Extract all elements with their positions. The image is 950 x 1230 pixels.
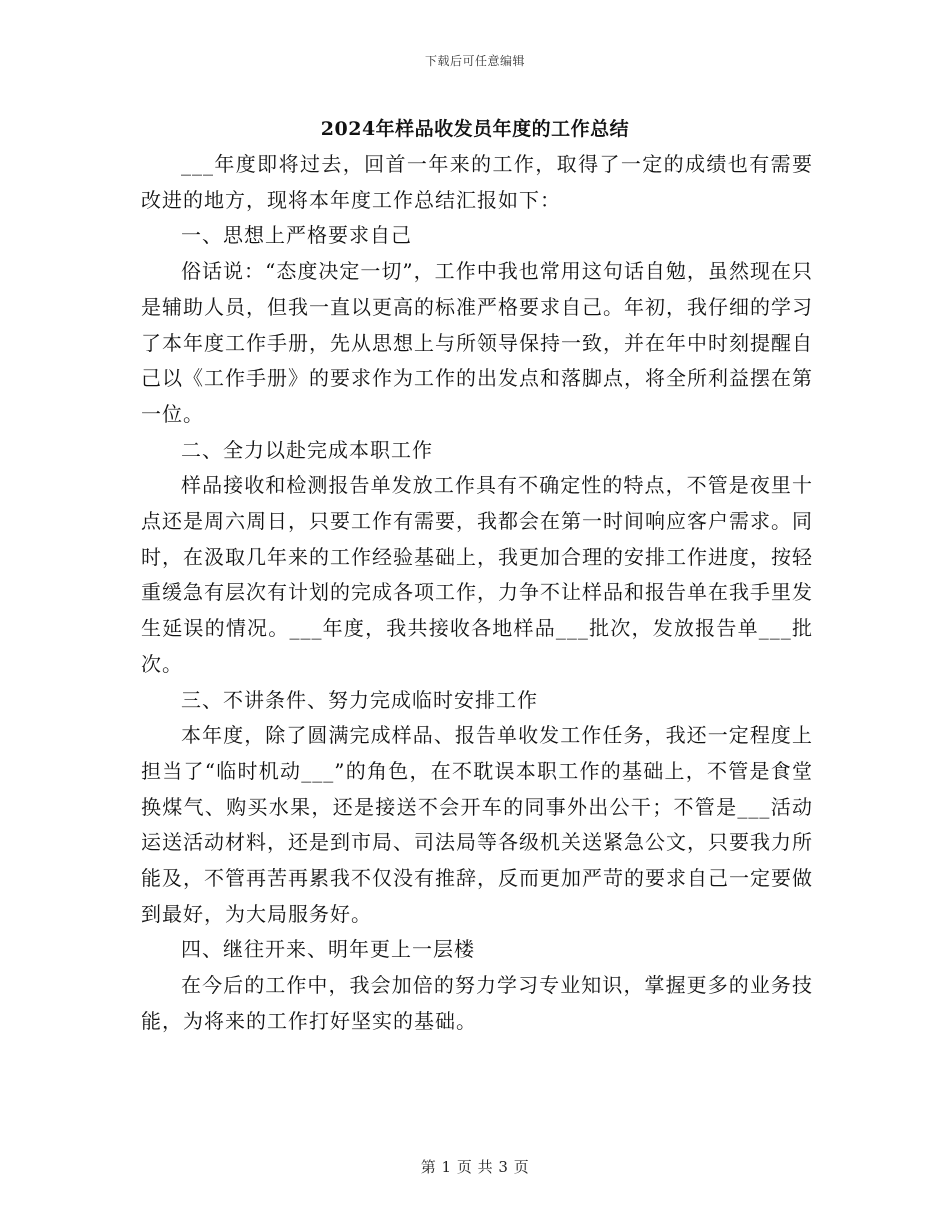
section-heading-1: 一、思想上严格要求自己 [181, 223, 412, 248]
section-paragraph-2: 样品接收和检测报告单发放工作具有不确定性的特点，不管是夜里十点还是周六周日，只要工作有需要，我都会在第一时间响应客户需求。同时，在汲取几年来的工作经验基础上，我更加合理的安排工作进度，按轻重缓急有层次有计划的完成各项工作，力争不让样品和报告单在我手里发生延误的情况。___年度，我共接收各地样品___批次，发放报告单___批次。 [141, 473, 813, 676]
section-paragraph-3: 本年度，除了圆满完成样品、报告单收发工作任务，我还一定程度上担当了“临时机动___”的角色，在不耽误本职工作的基础上，不管是食堂换煤气、购买水果，还是接送不会开车的同事外出公干；不管是___活动运送活动材料，还是到市局、司法局等各级机关送紧急公文，只要我力所能及，不管再苦再累我不仅没有推辞，反而更加严苛的要求自己一定要做到最好，为大局服务好。 [141, 723, 813, 926]
document-title: 2024年样品收发员年度的工作总结 [320, 118, 630, 140]
intro-paragraph: ___年度即将过去，回首一年来的工作，取得了一定的成绩也有需要改进的地方，现将本年度工作总结汇报如下： [141, 152, 813, 212]
section-paragraph-1: 俗话说：“态度决定一切”，工作中我也常用这句话自勉，虽然现在只是辅助人员，但我一直以更高的标准严格要求自己。年初，我仔细的学习了本年度工作手册，先从思想上与所领导保持一致，并在年中时刻提醒自己以《工作手册》的要求作为工作的出发点和落脚点，将全所利益摆在第一位。 [141, 259, 813, 426]
section-paragraph-4: 在今后的工作中，我会加倍的努力学习专业知识，掌握更多的业务技能，为将来的工作打好坚实的基础。 [141, 973, 813, 1033]
section-heading-4: 四、继往开来、明年更上一层楼 [181, 937, 475, 962]
document-body [141, 147, 813, 1040]
section-heading-2: 二、全力以赴完成本职工作 [181, 437, 433, 462]
header-note: 下载后可任意编辑 [424, 54, 525, 68]
page-number: 第 1 页 共 3 页 [420, 1158, 530, 1176]
section-heading-3: 三、不讲条件、努力完成临时安排工作 [181, 687, 538, 712]
